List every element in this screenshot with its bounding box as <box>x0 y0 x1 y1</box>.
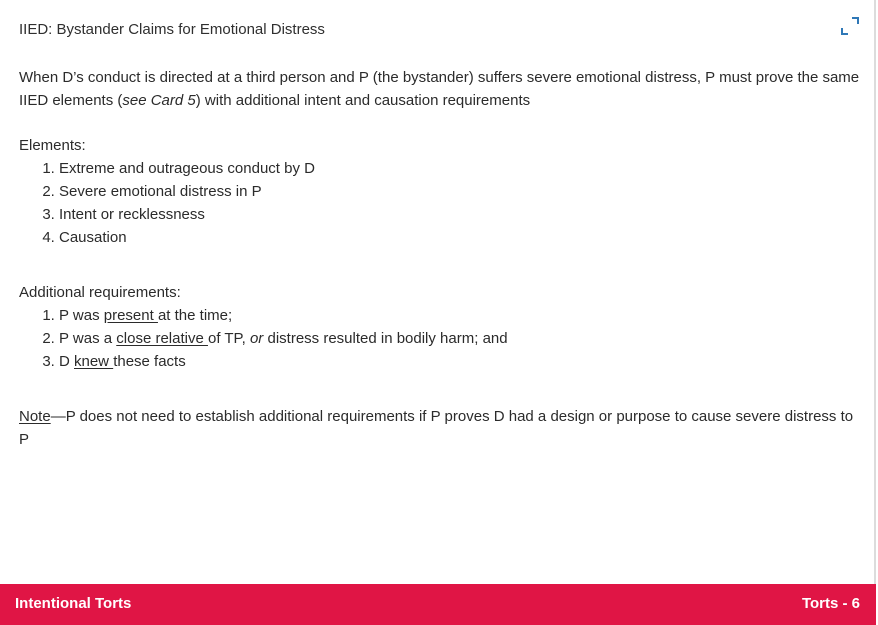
item-text: distress resulted in bodily harm; and <box>263 330 508 347</box>
item-text: at the time; <box>157 307 233 324</box>
elements-label: Elements: <box>19 137 86 154</box>
list-item <box>59 327 864 350</box>
underlined-term: knew <box>74 353 114 370</box>
list-item: 1. Extreme and outrageous conduct by D <box>59 157 864 180</box>
intro-paragraph <box>19 66 864 112</box>
list-item: 3. Intent or recklessness <box>59 203 864 226</box>
additional-requirements-list <box>19 304 864 373</box>
list-item <box>59 304 864 327</box>
item-text: P was <box>59 307 104 324</box>
item-text: of TP, <box>207 330 250 347</box>
underlined-term: close relative <box>116 330 208 347</box>
footer-card-id: Torts - 6 <box>801 595 860 612</box>
card-body <box>19 66 864 451</box>
underlined-term: present <box>103 307 158 324</box>
card-footer <box>0 584 876 625</box>
item-text: these facts <box>113 353 186 370</box>
item-text: P was a <box>59 330 117 347</box>
note-label: Note <box>19 408 51 425</box>
list-item: 4. Causation <box>59 226 864 249</box>
intro-text-2: ) with additional intent and causation requirements <box>195 92 531 109</box>
footer-subject: Intentional Torts <box>15 595 132 612</box>
card-reference: see Card 5 <box>122 92 196 109</box>
note-text: —P does not need to establish additional requirements if P proves D had a design or purpose to cause severe distress to P <box>19 408 854 448</box>
italic-term: or <box>249 330 264 347</box>
note-paragraph <box>19 405 864 451</box>
elements-list <box>19 157 864 249</box>
intro-text-1: When D’s conduct is directed at a third person and P (the bystander) suffers severe emotional distress, P must prove the same IIED elements ( <box>19 69 860 109</box>
additional-requirements-label: Additional requirements: <box>19 284 181 301</box>
expand-corners-icon[interactable] <box>839 15 861 37</box>
list-item <box>59 350 864 373</box>
item-text: D <box>59 353 74 370</box>
list-item: 2. Severe emotional distress in P <box>59 180 864 203</box>
card-title: IIED: Bystander Claims for Emotional Distress <box>19 21 325 38</box>
